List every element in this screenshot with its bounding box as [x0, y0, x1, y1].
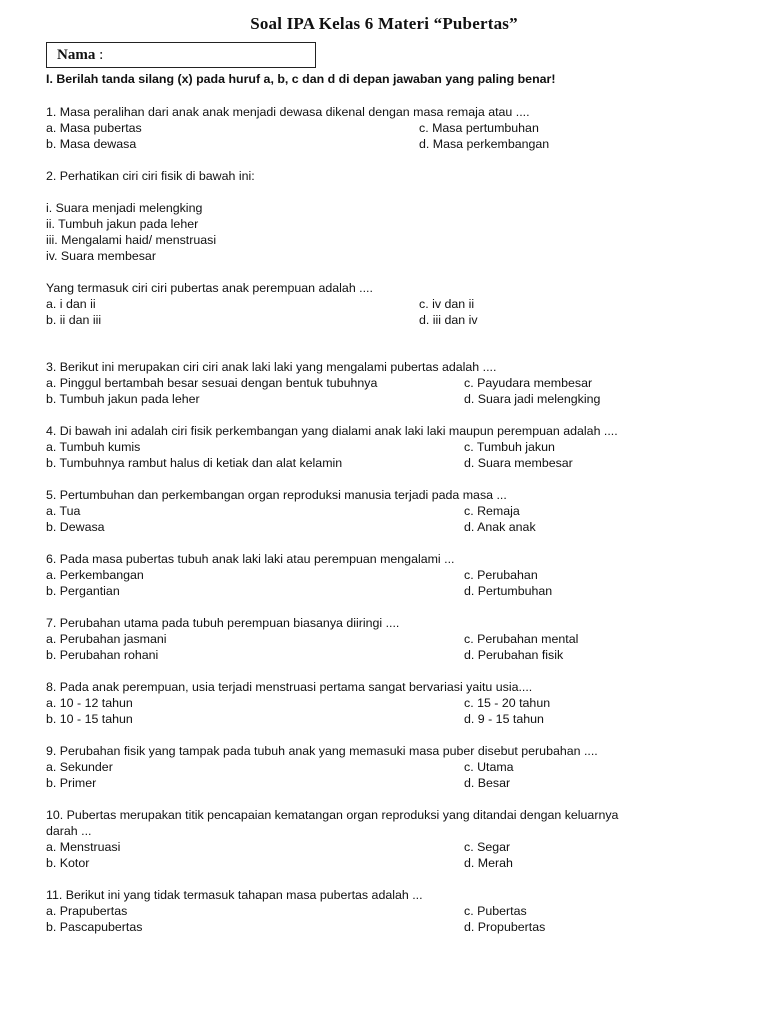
q7-option-c[interactable]: c. Perubahan mental — [464, 632, 579, 646]
q8-option-a[interactable]: a. 10 - 12 tahun — [46, 696, 133, 710]
q10-option-c[interactable]: c. Segar — [464, 840, 511, 854]
question-11: 11. Berikut ini yang tidak termasuk tahapan masa pubertas adalah ... — [46, 888, 423, 902]
question-10-continued: darah ... — [46, 824, 92, 838]
question-6: 6. Pada masa pubertas tubuh anak laki laki atau perempuan mengalami ... — [46, 552, 455, 566]
page-title: Soal IPA Kelas 6 Materi “Pubertas” — [250, 14, 518, 33]
q8-option-b[interactable]: b. 10 - 15 tahun — [46, 712, 133, 726]
q5-option-b[interactable]: b. Dewasa — [46, 520, 105, 534]
q7-option-b[interactable]: b. Perubahan rohani — [46, 648, 159, 662]
q2-item-3: iii. Mengalami haid/ menstruasi — [46, 233, 217, 247]
q7-option-a[interactable]: a. Perubahan jasmani — [46, 632, 167, 646]
name-field[interactable] — [46, 42, 316, 68]
q2-option-b[interactable]: b. ii dan iii — [46, 313, 102, 327]
q6-option-a[interactable]: a. Perkembangan — [46, 568, 144, 582]
q2-item-4: iv. Suara membesar — [46, 249, 156, 263]
q8-option-c[interactable]: c. 15 - 20 tahun — [464, 696, 551, 710]
question-1: 1. Masa peralihan dari anak anak menjadi dewasa dikenal dengan masa remaja atau .... — [46, 105, 530, 119]
q5-option-c[interactable]: c. Remaja — [464, 504, 520, 518]
q9-option-d[interactable]: d. Besar — [464, 776, 511, 790]
q1-option-b[interactable]: b. Masa dewasa — [46, 137, 137, 151]
q2-option-c[interactable]: c. iv dan ii — [419, 297, 475, 311]
q6-option-b[interactable]: b. Pergantian — [46, 584, 120, 598]
question-10: 10. Pubertas merupakan titik pencapaian kematangan organ reproduksi yang ditandai dengan keluarnya — [46, 808, 619, 822]
q4-option-c[interactable]: c. Tumbuh jakun — [464, 440, 555, 454]
q2-option-a[interactable]: a. i dan ii — [46, 297, 96, 311]
q3-option-d[interactable]: d. Suara jadi melengking — [464, 392, 601, 406]
q6-option-c[interactable]: c. Perubahan — [464, 568, 538, 582]
q4-option-b[interactable]: b. Tumbuhnya rambut halus di ketiak dan alat kelamin — [46, 456, 343, 470]
q9-option-a[interactable]: a. Sekunder — [46, 760, 113, 774]
q4-option-d[interactable]: d. Suara membesar — [464, 456, 573, 470]
question-4: 4. Di bawah ini adalah ciri fisik perkembangan yang dialami anak laki laki maupun perempuan adalah .... — [46, 424, 618, 438]
q6-option-d[interactable]: d. Pertumbuhan — [464, 584, 553, 598]
q1-option-c[interactable]: c. Masa pertumbuhan — [419, 121, 539, 135]
q9-option-b[interactable]: b. Primer — [46, 776, 97, 790]
q10-option-d[interactable]: d. Merah — [464, 856, 513, 870]
q11-option-a[interactable]: a. Prapubertas — [46, 904, 128, 918]
q3-option-c[interactable]: c. Payudara membesar — [464, 376, 593, 390]
q11-option-c[interactable]: c. Pubertas — [464, 904, 527, 918]
question-8: 8. Pada anak perempuan, usia terjadi menstruasi pertama sangat bervariasi yaitu usia.... — [46, 680, 533, 694]
question-7: 7. Perubahan utama pada tubuh perempuan biasanya diiringi .... — [46, 616, 400, 630]
q2-prompt: Yang termasuk ciri ciri pubertas anak perempuan adalah .... — [46, 281, 373, 295]
q3-option-b[interactable]: b. Tumbuh jakun pada leher — [46, 392, 200, 406]
q2-item-2: ii. Tumbuh jakun pada leher — [46, 217, 199, 231]
q2-item-1: i. Suara menjadi melengking — [46, 201, 203, 215]
q9-option-c[interactable]: c. Utama — [464, 760, 514, 774]
q4-option-a[interactable]: a. Tumbuh kumis — [46, 440, 141, 454]
q3-option-a[interactable]: a. Pinggul bertambah besar sesuai dengan bentuk tubuhnya — [46, 376, 378, 390]
q10-option-b[interactable]: b. Kotor — [46, 856, 90, 870]
question-2: 2. Perhatikan ciri ciri fisik di bawah ini: — [46, 169, 255, 183]
instruction: I. Berilah tanda silang (x) pada huruf a, b, c dan d di depan jawaban yang paling benar! — [46, 72, 556, 86]
q8-option-d[interactable]: d. 9 - 15 tahun — [464, 712, 544, 726]
question-3: 3. Berikut ini merupakan ciri ciri anak laki laki yang mengalami pubertas adalah .... — [46, 360, 497, 374]
q1-option-a[interactable]: a. Masa pubertas — [46, 121, 142, 135]
question-5: 5. Pertumbuhan dan perkembangan organ reproduksi manusia terjadi pada masa ... — [46, 488, 507, 502]
q1-option-d[interactable]: d. Masa perkembangan — [419, 137, 550, 151]
name-colon: : — [99, 47, 104, 63]
q5-option-d[interactable]: d. Anak anak — [464, 520, 536, 534]
q5-option-a[interactable]: a. Tua — [46, 504, 81, 518]
q2-option-d[interactable]: d. iii dan iv — [419, 313, 478, 327]
q7-option-d[interactable]: d. Perubahan fisik — [464, 648, 564, 662]
question-9: 9. Perubahan fisik yang tampak pada tubuh anak yang memasuki masa puber disebut perubahan .... — [46, 744, 598, 758]
name-label: Nama — [57, 47, 96, 63]
q10-option-a[interactable]: a. Menstruasi — [46, 840, 121, 854]
q11-option-b[interactable]: b. Pascapubertas — [46, 920, 143, 934]
q11-option-d[interactable]: d. Propubertas — [464, 920, 546, 934]
